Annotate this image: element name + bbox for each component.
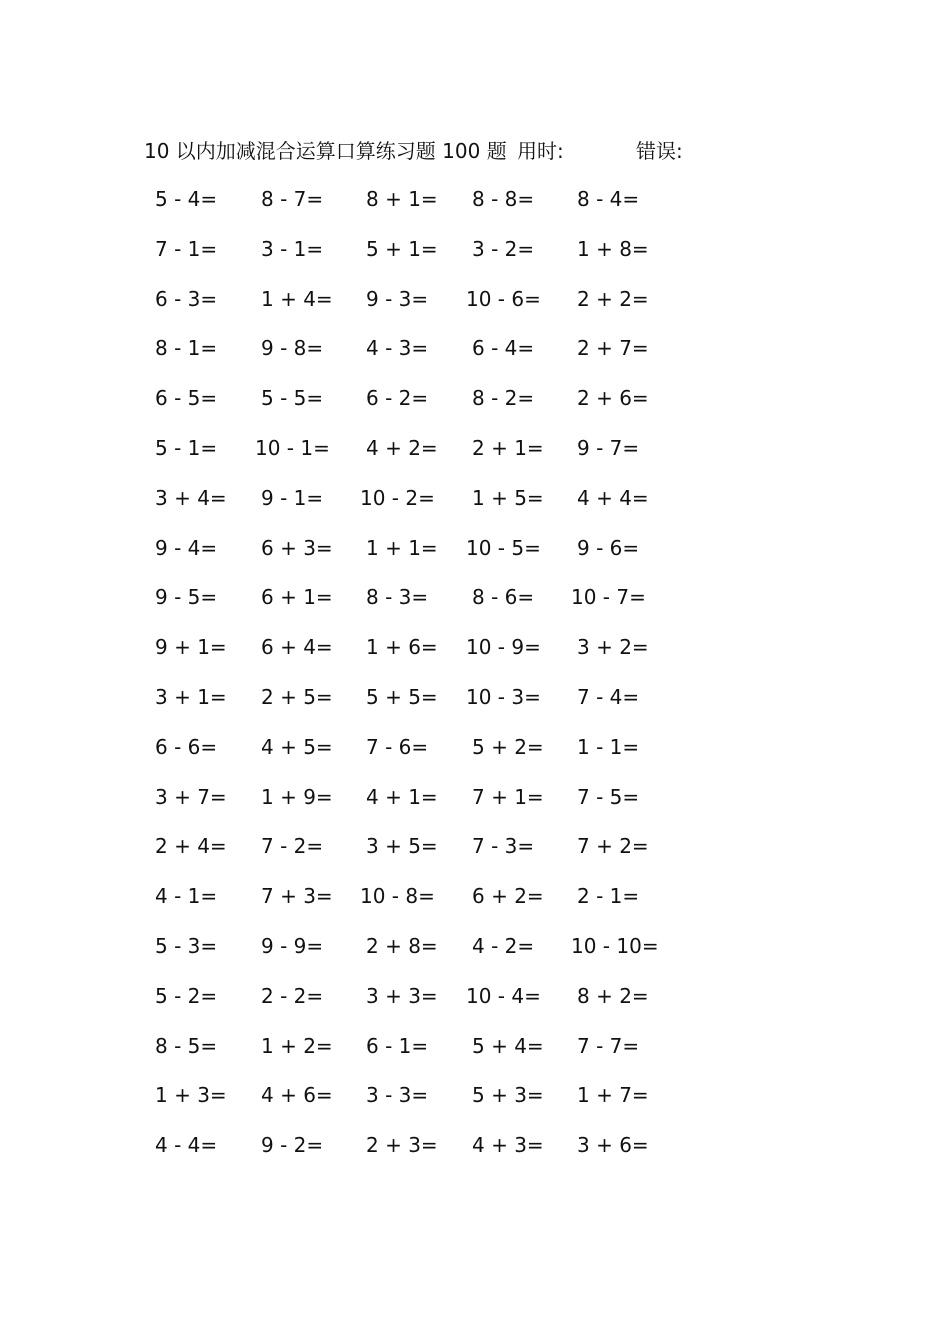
problem-grid (0, 184, 950, 1180)
problem-item: 6 + 1= (261, 585, 333, 610)
problem-item: 10 - 5= (466, 535, 541, 560)
problem-item: 2 - 2= (261, 983, 324, 1008)
problem-item: 2 + 2= (577, 286, 649, 311)
problem-item: 10 - 3= (466, 684, 541, 709)
problem-item: 8 - 5= (155, 1033, 218, 1058)
problem-item: 8 + 1= (366, 187, 438, 211)
problem-item: 2 + 1= (472, 435, 544, 460)
worksheet-header (0, 136, 950, 166)
problem-item: 7 + 1= (472, 784, 544, 809)
problem-item: 6 - 1= (366, 1033, 429, 1058)
problem-item: 1 + 1= (366, 535, 438, 560)
problem-item: 5 - 2= (155, 983, 218, 1008)
problem-row (0, 184, 950, 234)
problem-item: 7 - 3= (472, 834, 535, 859)
problem-row (0, 732, 950, 782)
problem-item: 9 - 1= (261, 485, 324, 510)
problem-item: 5 - 1= (155, 435, 218, 460)
problem-item: 7 - 6= (366, 734, 429, 759)
problem-item: 2 + 7= (577, 336, 649, 361)
problem-row (0, 981, 950, 1031)
problem-row (0, 582, 950, 632)
problem-item: 5 - 3= (155, 933, 218, 958)
problem-item: 10 - 6= (466, 286, 541, 311)
problem-item: 9 + 1= (155, 635, 227, 660)
problem-item: 9 - 3= (366, 286, 429, 311)
problem-item: 7 - 2= (261, 834, 324, 859)
problem-item: 5 + 1= (366, 236, 438, 261)
problem-item: 8 - 1= (155, 336, 218, 361)
problem-item: 4 + 1= (366, 784, 438, 809)
problem-item: 3 + 2= (577, 635, 649, 660)
problem-item: 10 - 9= (466, 635, 541, 660)
problem-item: 2 + 8= (366, 933, 438, 958)
problem-item: 3 + 5= (366, 834, 438, 859)
problem-item: 6 - 2= (366, 386, 429, 411)
problem-item: 7 - 5= (577, 784, 640, 809)
problem-item: 6 - 4= (472, 336, 535, 361)
problem-item: 3 - 1= (261, 236, 324, 261)
problem-item: 8 - 3= (366, 585, 429, 610)
problem-item: 3 + 1= (155, 684, 227, 709)
problem-item: 10 - 4= (466, 983, 541, 1008)
problem-row (0, 632, 950, 682)
problem-item: 4 + 5= (261, 734, 333, 759)
problem-row (0, 383, 950, 433)
problem-item: 1 - 1= (577, 734, 640, 759)
problem-item: 1 + 8= (577, 236, 649, 261)
problem-item: 2 + 5= (261, 684, 333, 709)
problem-item: 3 + 4= (155, 485, 227, 510)
problem-item: 4 + 4= (577, 485, 649, 510)
problem-item: 10 - 1= (255, 435, 330, 460)
problem-item: 4 - 3= (366, 336, 429, 361)
problem-row (0, 1031, 950, 1081)
problem-item: 8 - 7= (261, 187, 324, 211)
problem-item: 5 - 5= (261, 386, 324, 411)
problem-row (0, 483, 950, 533)
problem-item: 8 - 6= (472, 585, 535, 610)
problem-item: 5 + 3= (472, 1083, 544, 1108)
problem-row (0, 881, 950, 931)
problem-item: 4 - 2= (472, 933, 535, 958)
problem-row (0, 433, 950, 483)
problem-item: 8 + 2= (577, 983, 649, 1008)
problem-row (0, 533, 950, 583)
problem-row (0, 1130, 950, 1180)
problem-item: 1 + 2= (261, 1033, 333, 1058)
problem-row (0, 1080, 950, 1130)
problem-item: 5 + 2= (472, 734, 544, 759)
problem-item: 6 + 2= (472, 884, 544, 909)
problem-item: 1 + 3= (155, 1083, 227, 1108)
problem-item: 10 - 7= (571, 585, 646, 610)
problem-item: 7 - 1= (155, 236, 218, 261)
problem-item: 9 - 4= (155, 535, 218, 560)
problem-item: 2 + 3= (366, 1133, 438, 1158)
problem-item: 7 + 3= (261, 884, 333, 909)
problem-row (0, 333, 950, 383)
problem-item: 2 + 4= (155, 834, 227, 859)
problem-item: 10 - 10= (571, 933, 659, 958)
problem-item: 9 - 7= (577, 435, 640, 460)
problem-item: 7 - 7= (577, 1033, 640, 1058)
problem-item: 8 - 2= (472, 386, 535, 411)
problem-item: 3 + 6= (577, 1133, 649, 1158)
problem-item: 9 - 6= (577, 535, 640, 560)
problem-item: 3 - 3= (366, 1083, 429, 1108)
problem-item: 1 + 7= (577, 1083, 649, 1108)
time-used-label: 用时: (517, 139, 564, 163)
problem-item: 6 - 5= (155, 386, 218, 411)
problem-item: 9 - 8= (261, 336, 324, 361)
problem-item: 3 + 3= (366, 983, 438, 1008)
problem-item: 7 + 2= (577, 834, 649, 859)
problem-item: 1 + 5= (472, 485, 544, 510)
problem-item: 1 + 9= (261, 784, 333, 809)
problem-item: 4 + 3= (472, 1133, 544, 1158)
worksheet-title: 10 以内加减混合运算口算练习题 100 题 (144, 139, 507, 163)
problem-item: 2 - 1= (577, 884, 640, 909)
problem-row (0, 682, 950, 732)
problem-row (0, 284, 950, 334)
problem-item: 2 + 6= (577, 386, 649, 411)
problem-item: 5 + 5= (366, 684, 438, 709)
problem-item: 6 - 3= (155, 286, 218, 311)
problem-item: 10 - 2= (360, 485, 435, 510)
problem-item: 4 + 2= (366, 435, 438, 460)
problem-item: 4 + 6= (261, 1083, 333, 1108)
problem-item: 6 - 6= (155, 734, 218, 759)
problem-row (0, 234, 950, 284)
problem-item: 5 + 4= (472, 1033, 544, 1058)
problem-row (0, 931, 950, 981)
problem-item: 8 - 8= (472, 187, 535, 211)
problem-item: 9 - 5= (155, 585, 218, 610)
problem-item: 10 - 8= (360, 884, 435, 909)
problem-item: 6 + 4= (261, 635, 333, 660)
problem-item: 8 - 4= (577, 187, 640, 211)
problem-item: 7 - 4= (577, 684, 640, 709)
problem-item: 1 + 6= (366, 635, 438, 660)
problem-item: 3 + 7= (155, 784, 227, 809)
problem-item: 4 - 4= (155, 1133, 218, 1158)
problem-item: 6 + 3= (261, 535, 333, 560)
errors-label: 错误: (636, 139, 683, 163)
problem-item: 4 - 1= (155, 884, 218, 909)
problem-item: 9 - 2= (261, 1133, 324, 1158)
problem-item: 1 + 4= (261, 286, 333, 311)
problem-item: 9 - 9= (261, 933, 324, 958)
problem-row (0, 782, 950, 832)
problem-row (0, 831, 950, 881)
problem-item: 3 - 2= (472, 236, 535, 261)
problem-item: 5 - 4= (155, 187, 218, 211)
